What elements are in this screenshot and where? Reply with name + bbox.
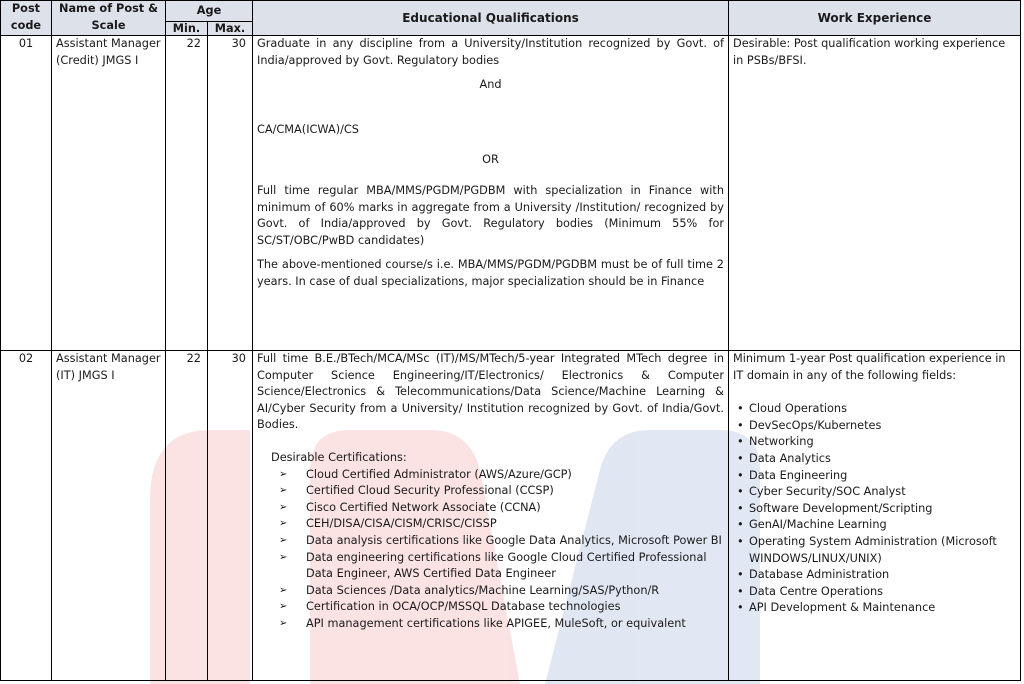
- age-min-cell: 22: [166, 351, 208, 681]
- age-max-cell: 30: [208, 36, 253, 351]
- post-code-cell: 02: [1, 351, 52, 681]
- list-item: • API Development & Maintenance: [733, 600, 1016, 617]
- certification-list: [257, 467, 724, 633]
- col-header-age-min: Min.: [166, 22, 208, 36]
- qualification-paragraph: CA/CMA(ICWA)/CS: [257, 122, 359, 136]
- list-item: • DevSecOps/Kubernetes: [733, 418, 1016, 435]
- list-item: • Data Engineering: [733, 468, 1016, 485]
- list-item: • Operating System Administration (Microsoft WINDOWS/LINUX/UNIX): [733, 534, 1016, 567]
- list-item: • Data Centre Operations: [733, 584, 1016, 601]
- table-row: [1, 351, 1021, 681]
- qualification-paragraph: The above-mentioned course/s i.e. MBA/MMS/PGDM/PGDBM must be of full time 2 years. In case of dual specializations, major specialization should be in Finance: [257, 258, 724, 288]
- experience-cell: [729, 351, 1021, 681]
- col-header-post-code: Post code: [1, 1, 52, 36]
- list-item: • Networking: [733, 434, 1016, 451]
- post-name-cell: Assistant Manager (Credit) JMGS I: [52, 36, 166, 351]
- and-separator: And: [479, 78, 502, 92]
- list-item: • Cyber Security/SOC Analyst: [733, 484, 1016, 501]
- col-header-age: Age: [166, 1, 253, 22]
- experience-cell: Desirable: Post qualification working experience in PSBs/BFSI.: [729, 36, 1021, 351]
- qualification-cell: [253, 351, 729, 681]
- age-min-cell: 22: [166, 36, 208, 351]
- list-item: ➢ Cloud Certified Administrator (AWS/Azure/GCP): [279, 467, 724, 484]
- experience-intro: Minimum 1-year Post qualification experience in IT domain in any of the following fields:: [733, 352, 1006, 382]
- qualification-cell: [253, 36, 729, 351]
- age-max-cell: 30: [208, 351, 253, 681]
- list-item: ➢ Data analysis certifications like Google Data Analytics, Microsoft Power BI: [279, 533, 724, 550]
- list-item: • Database Administration: [733, 567, 1016, 584]
- list-item: • Data Analytics: [733, 451, 1016, 468]
- qualification-paragraph: Full time regular MBA/MMS/PGDM/PGDBM with specialization in Finance with minimum of 60% marks in aggregate from a University /Institution/ recognized by Govt. of India/approved by Govt. Regulatory bodies (Minimum 55% for SC/ST/OBC/PwBD candidates): [257, 183, 724, 247]
- field-list: [733, 401, 1016, 617]
- list-item: • GenAI/Machine Learning: [733, 517, 1016, 534]
- col-header-age-max: Max.: [208, 22, 253, 36]
- qualification-paragraph: Graduate in any discipline from a University/Institution recognized by Govt. of India/approved by Govt. Regulatory bodies: [257, 37, 724, 67]
- or-separator: OR: [482, 153, 499, 167]
- col-header-qualifications: Educational Qualifications: [253, 1, 729, 36]
- list-item: ➢ Data Sciences /Data analytics/Machine Learning/SAS/Python/R: [279, 583, 724, 600]
- list-item: • Software Development/Scripting: [733, 501, 1016, 518]
- col-header-name-scale: Name of Post & Scale: [52, 1, 166, 36]
- list-item: ➢ Cisco Certified Network Associate (CCNA): [279, 500, 724, 517]
- post-name-cell: Assistant Manager (IT) JMGS I: [52, 351, 166, 681]
- list-item: ➢ CEH/DISA/CISA/CISM/CRISC/CISSP: [279, 516, 724, 533]
- list-item: ➢ Data engineering certifications like Google Cloud Certified Professional Data Engineer, AWS Certified Data Engineer: [279, 550, 724, 583]
- col-header-experience: Work Experience: [729, 1, 1021, 36]
- qualification-paragraph: Full time B.E./BTech/MCA/MSc (IT)/MS/MTech/5-year Integrated MTech degree in Computer Science Engineering/IT/Electronics/ Electronics & Computer Science/Electronics & Telecommunications/Data Science/Machine Learning & AI/Cyber Security from a University/ Institution recognized by Govt. of India/Govt. Bodies.: [257, 352, 724, 432]
- table-row: [1, 36, 1021, 351]
- desirable-heading: Desirable Certifications:: [271, 450, 407, 464]
- list-item: • Cloud Operations: [733, 401, 1016, 418]
- post-code-cell: 01: [1, 36, 52, 351]
- list-item: ➢ API management certifications like APIGEE, MuleSoft, or equivalent: [279, 616, 724, 633]
- list-item: ➢ Certified Cloud Security Professional (CCSP): [279, 483, 724, 500]
- list-item: ➢ Certification in OCA/OCP/MSSQL Database technologies: [279, 599, 724, 616]
